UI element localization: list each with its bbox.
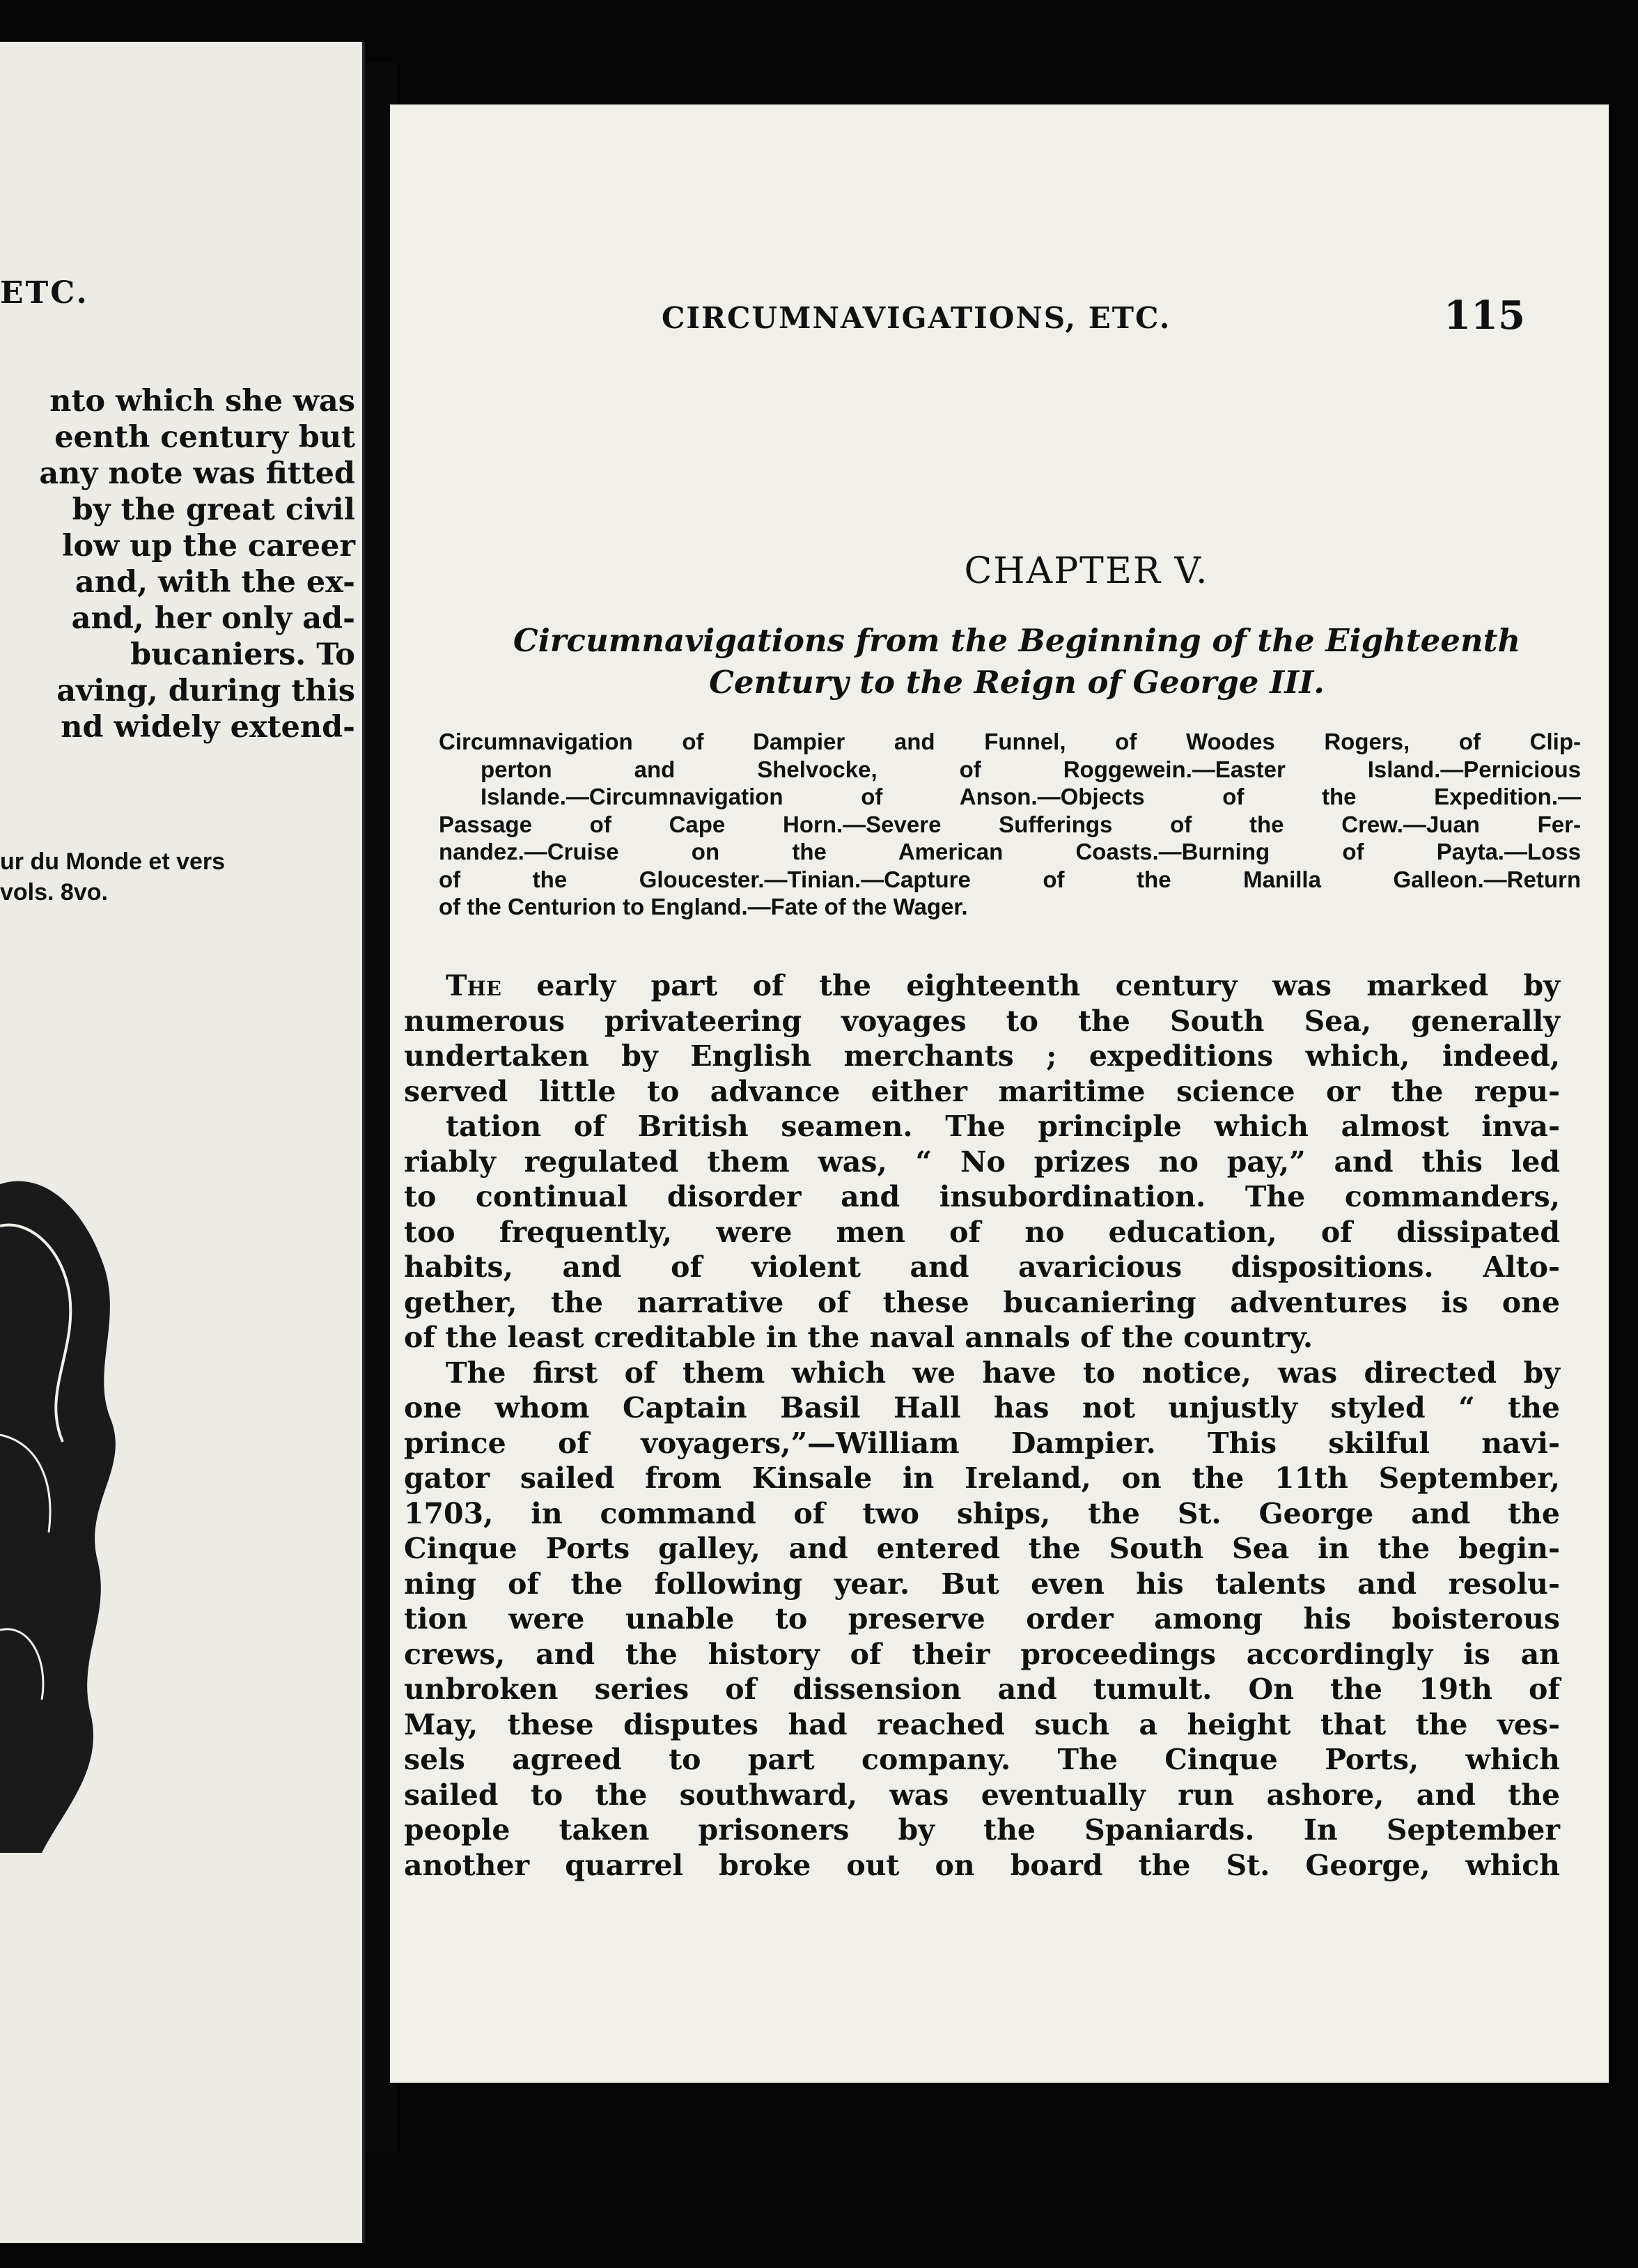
- body-line: riably regulated them was, “ No prizes no pay,” and this led: [404, 1144, 1560, 1179]
- left-running-head: ETC.: [0, 275, 89, 311]
- body-line: numerous privateering voyages to the South Sea, generally: [404, 1004, 1560, 1038]
- right-page: [390, 104, 1609, 2083]
- body-line-text: early part of the eighteenth century was marked by: [501, 969, 1560, 1002]
- text-line: by the great civil: [72, 492, 355, 527]
- body-line: sailed to the southward, was eventually run ashore, and the: [404, 1778, 1560, 1812]
- left-footnote: [0, 846, 355, 908]
- body-line: Cinque Ports galley, and entered the South Sea in the begin-: [404, 1532, 1560, 1565]
- body-line: [404, 968, 1560, 1004]
- body-line: The first of them which we have to notice, was directed by: [446, 1356, 1560, 1390]
- body-line: prince of voyagers,”—William Dampier. This skilful navi-: [404, 1426, 1560, 1460]
- body-line: people taken prisoners by the Spaniards. In September: [404, 1813, 1560, 1847]
- chapter-subtitle: [453, 620, 1581, 704]
- left-page-text: [0, 383, 355, 745]
- body-line: another quarrel broke out on board the St. George, which: [404, 1848, 1560, 1882]
- body-line: tion were unable to preserve order among his boisterous: [404, 1602, 1560, 1636]
- running-head: [662, 293, 1567, 348]
- body-line: of the least creditable in the naval annals of the country.: [404, 1321, 1313, 1354]
- engraving-illustration: [0, 1142, 125, 1853]
- body-line: crews, and the history of their proceedings accordingly is an: [404, 1637, 1560, 1671]
- text-line: any note was fitted: [39, 456, 355, 491]
- body-text: [404, 968, 1560, 1883]
- text-line: nto which she was: [49, 384, 355, 419]
- body-line: habits, and of violent and avaricious dispositions. Alto-: [404, 1250, 1560, 1284]
- subtitle-line: Century to the Reign of George III.: [709, 664, 1325, 701]
- body-line: undertaken by English merchants ; expeditions which, indeed,: [404, 1039, 1560, 1073]
- text-line: low up the career: [62, 529, 355, 564]
- text-line: aving, during this: [56, 674, 355, 708]
- body-line: 1703, in command of two ships, the St. George and the: [404, 1496, 1560, 1530]
- text-line: bucaniers. To: [130, 637, 355, 672]
- text-line: eenth century but: [54, 420, 355, 455]
- page-number: 115: [1444, 293, 1525, 339]
- body-line: too frequently, were men of no education, of dissipated: [404, 1215, 1560, 1249]
- drop-word: The: [446, 969, 502, 1002]
- synopsis-line: of the Gloucester.—Tinian.—Capture of the Manilla Galleon.—Return: [439, 866, 1581, 892]
- text-line: and, with the ex-: [75, 565, 355, 600]
- body-line: May, these disputes had reached such a height that the ves-: [404, 1707, 1560, 1741]
- body-line: sels agreed to part company. The Cinque Ports, which: [404, 1743, 1560, 1776]
- synopsis-line: of the Centurion to England.—Fate of the Wager.: [439, 894, 968, 919]
- body-line: ning of the following year. But even his talents and resolu-: [404, 1567, 1560, 1601]
- synopsis-line: perton and Shelvocke, of Roggewein.—Easter Island.—Pernicious: [481, 756, 1581, 782]
- body-line: gether, the narrative of these bucaniering adventures is one: [404, 1285, 1560, 1319]
- running-head-title: CIRCUMNAVIGATIONS, ETC.: [662, 301, 1171, 335]
- synopsis-line: Islande.—Circumnavigation of Anson.—Objects of the Expedition.—: [481, 784, 1581, 809]
- chapter-synopsis: [439, 728, 1581, 921]
- subtitle-line: Circumnavigations from the Beginning of the Eighteenth: [513, 622, 1521, 659]
- body-line: to continual disorder and insubordination. The commanders,: [404, 1180, 1560, 1213]
- chapter-title: CHAPTER V.: [964, 550, 1209, 592]
- body-line: tation of British seamen. The principle which almost inva-: [446, 1110, 1560, 1143]
- footnote-line: ur du Monde et vers: [0, 848, 226, 875]
- synopsis-line: Circumnavigation of Dampier and Funnel, of Woodes Rogers, of Clip-: [439, 729, 1581, 754]
- left-page-fragment: [0, 42, 365, 2243]
- body-line: one whom Captain Basil Hall has not unjustly styled “ the: [404, 1391, 1560, 1424]
- synopsis-line: Passage of Cape Horn.—Severe Sufferings of the Crew.—Juan Fer-: [439, 811, 1581, 837]
- text-line: and, her only ad-: [71, 601, 355, 636]
- body-line: unbroken series of dissension and tumult. On the 19th of: [404, 1672, 1560, 1706]
- body-line: gator sailed from Kinsale in Ireland, on the 11th September,: [404, 1461, 1560, 1495]
- text-line: nd widely extend-: [61, 710, 355, 745]
- synopsis-line: nandez.—Cruise on the American Coasts.—Burning of Payta.—Loss: [439, 839, 1581, 864]
- body-line: served little to advance either maritime science or the repu-: [404, 1074, 1560, 1108]
- footnote-line: vols. 8vo.: [0, 879, 108, 906]
